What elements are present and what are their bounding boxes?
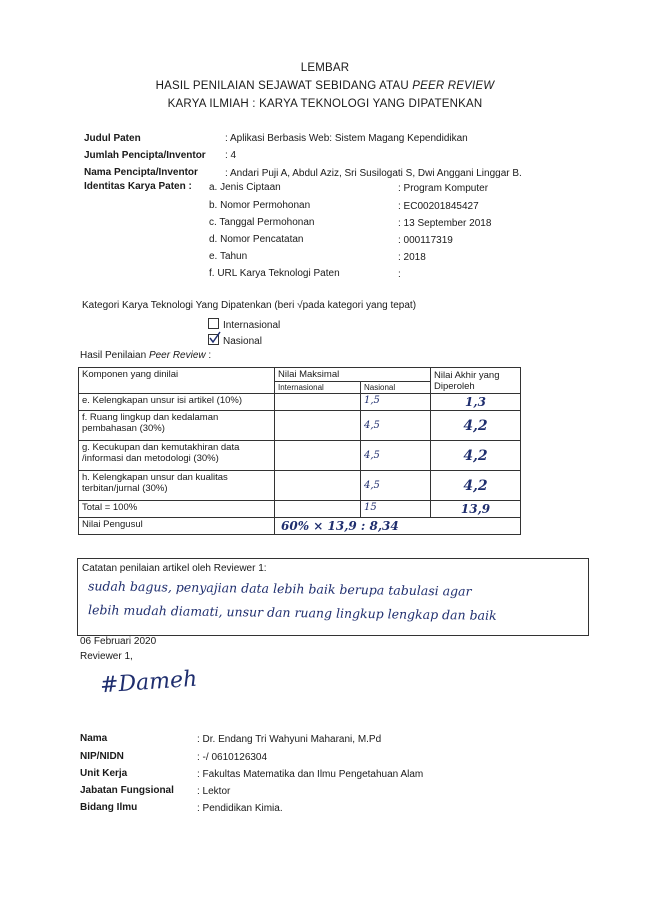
kategori-option-internasional xyxy=(208,318,280,331)
doc-title-lembar: LEMBAR xyxy=(300,62,350,74)
signature: #Dameh xyxy=(99,666,199,699)
score-table xyxy=(78,367,521,535)
jumlah-label: Jumlah Pencipta/Inventor xyxy=(84,150,206,161)
item-value: : EC00201845427 xyxy=(398,201,479,212)
identitas-label: Identitas Karya Paten : xyxy=(84,181,192,192)
th-nilai-maksimal: Nilai Maksimal xyxy=(275,368,431,382)
table-row-komponen: e. Kelengkapan unsur isi artikel (10%) xyxy=(79,394,275,411)
reviewer-label: Reviewer 1, xyxy=(80,651,133,662)
hasil-label-italic: Peer Review xyxy=(148,350,206,361)
date: 06 Februari 2020 xyxy=(80,636,157,647)
item-label: f. URL Karya Teknologi Paten xyxy=(209,268,340,279)
item-label: a. Jenis Ciptaan xyxy=(209,182,281,193)
kategori-label: Kategori Karya Teknologi Yang Dipatenkan (beri √pada kategori yang tepat) xyxy=(82,300,417,311)
reviewer-nip-label: NIP/NIDN xyxy=(80,751,124,762)
table-row-akhir: 4,2 xyxy=(431,471,521,501)
reviewer-nama-label: Nama xyxy=(80,733,108,744)
table-row-nasional: 4,5 xyxy=(361,471,431,501)
reviewer-jabatan-label: Jabatan Fungsional xyxy=(80,785,174,796)
table-row-akhir: 4,2 xyxy=(431,411,521,441)
judul-label: Judul Paten xyxy=(84,133,141,144)
hasil-label-text: Hasil Penilaian xyxy=(80,350,149,361)
hasil-label-suffix: : xyxy=(205,350,212,361)
table-row-nasional: 4,5 xyxy=(361,411,431,441)
item-value: : 13 September 2018 xyxy=(398,218,492,229)
item-value: : Program Komputer xyxy=(398,183,489,194)
doc-title-hasil xyxy=(0,80,650,92)
item-label: c. Tanggal Permohonan xyxy=(209,217,315,228)
th-internasional: Internasional xyxy=(275,382,361,394)
hasil-label xyxy=(80,350,211,361)
nama-label: Nama Pencipta/Inventor xyxy=(84,167,198,178)
reviewer-unit-value: : Fakultas Matematika dan Ilmu Pengetahuan Alam xyxy=(197,769,424,780)
table-row-akhir: 4,2 xyxy=(431,441,521,471)
kategori-option-label: Nasional xyxy=(223,336,262,347)
jumlah-value: : 4 xyxy=(225,150,237,161)
table-row-nasional: 4,5 xyxy=(361,441,431,471)
item-label: b. Nomor Permohonan xyxy=(209,200,311,211)
total-nasional: 15 xyxy=(361,501,431,518)
checkbox-checked-icon xyxy=(208,334,219,345)
catatan-line-2: lebih mudah diamati, unsur dan ruang lingkup lengkap dan baik xyxy=(87,602,497,623)
table-row-internasional xyxy=(275,411,361,441)
catatan-box xyxy=(77,558,589,636)
table-row-komponen: g. Kecukupan dan kemutakhiran data /informasi dan metodologi (30%) xyxy=(79,441,275,471)
kategori-option-label: Internasional xyxy=(223,320,281,331)
pengusul-label: Nilai Pengusul xyxy=(79,518,275,535)
catatan-label: Catatan penilaian artikel oleh Reviewer 1: xyxy=(82,563,267,574)
item-value: : 000117319 xyxy=(398,235,453,246)
reviewer-bidang-label: Bidang Ilmu xyxy=(80,802,138,813)
reviewer-bidang-value: : Pendidikan Kimia. xyxy=(197,803,283,814)
reviewer-nip-value: : -/ 0610126304 xyxy=(197,752,268,763)
doc-title-karya: KARYA ILMIAH : KARYA TEKNOLOGI YANG DIPATENKAN xyxy=(167,98,483,110)
checkbox-empty-icon xyxy=(208,318,219,329)
pengusul-value: 60% × 13,9 : 8,34 xyxy=(275,518,521,535)
item-value: : 2018 xyxy=(398,252,426,263)
table-row-komponen: h. Kelengkapan unsur dan kualitas terbitan/jurnal (30%) xyxy=(79,471,275,501)
reviewer-unit-label: Unit Kerja xyxy=(80,768,128,779)
reviewer-nama-value: : Dr. Endang Tri Wahyuni Maharani, M.Pd xyxy=(197,734,382,745)
table-row-akhir: 1,3 xyxy=(431,394,521,411)
table-row-internasional xyxy=(275,471,361,501)
kategori-option-nasional xyxy=(208,334,262,347)
catatan-line-1: sudah bagus, penyajian data lebih baik berupa tabulasi agar xyxy=(87,578,472,599)
table-row-internasional xyxy=(275,441,361,471)
doc-title-peer-review: PEER REVIEW xyxy=(412,80,495,92)
judul-value: : Aplikasi Berbasis Web: Sistem Magang Kependidikan xyxy=(225,133,468,144)
total-label: Total = 100% xyxy=(79,501,275,518)
table-row-komponen: f. Ruang lingkup dan kedalaman pembahasan (30%) xyxy=(79,411,275,441)
total-akhir: 13,9 xyxy=(431,501,521,518)
table-row-nasional: 1,5 xyxy=(361,394,431,411)
total-internasional xyxy=(275,501,361,518)
item-label: d. Nomor Pencatatan xyxy=(209,234,304,245)
doc-title-hasil-text: HASIL PENILAIAN SEJAWAT SEBIDANG ATAU xyxy=(155,80,413,92)
th-nasional: Nasional xyxy=(361,382,431,394)
item-value: : xyxy=(398,269,401,280)
th-komponen: Komponen yang dinilai xyxy=(79,368,275,394)
nama-value: : Andari Puji A, Abdul Aziz, Sri Susilogati S, Dwi Anggani Linggar B. xyxy=(225,168,522,179)
item-label: e. Tahun xyxy=(209,251,248,262)
table-row-internasional xyxy=(275,394,361,411)
th-nilai-akhir: Nilai Akhir yang Diperoleh xyxy=(431,368,521,394)
reviewer-jabatan-value: : Lektor xyxy=(197,786,231,797)
